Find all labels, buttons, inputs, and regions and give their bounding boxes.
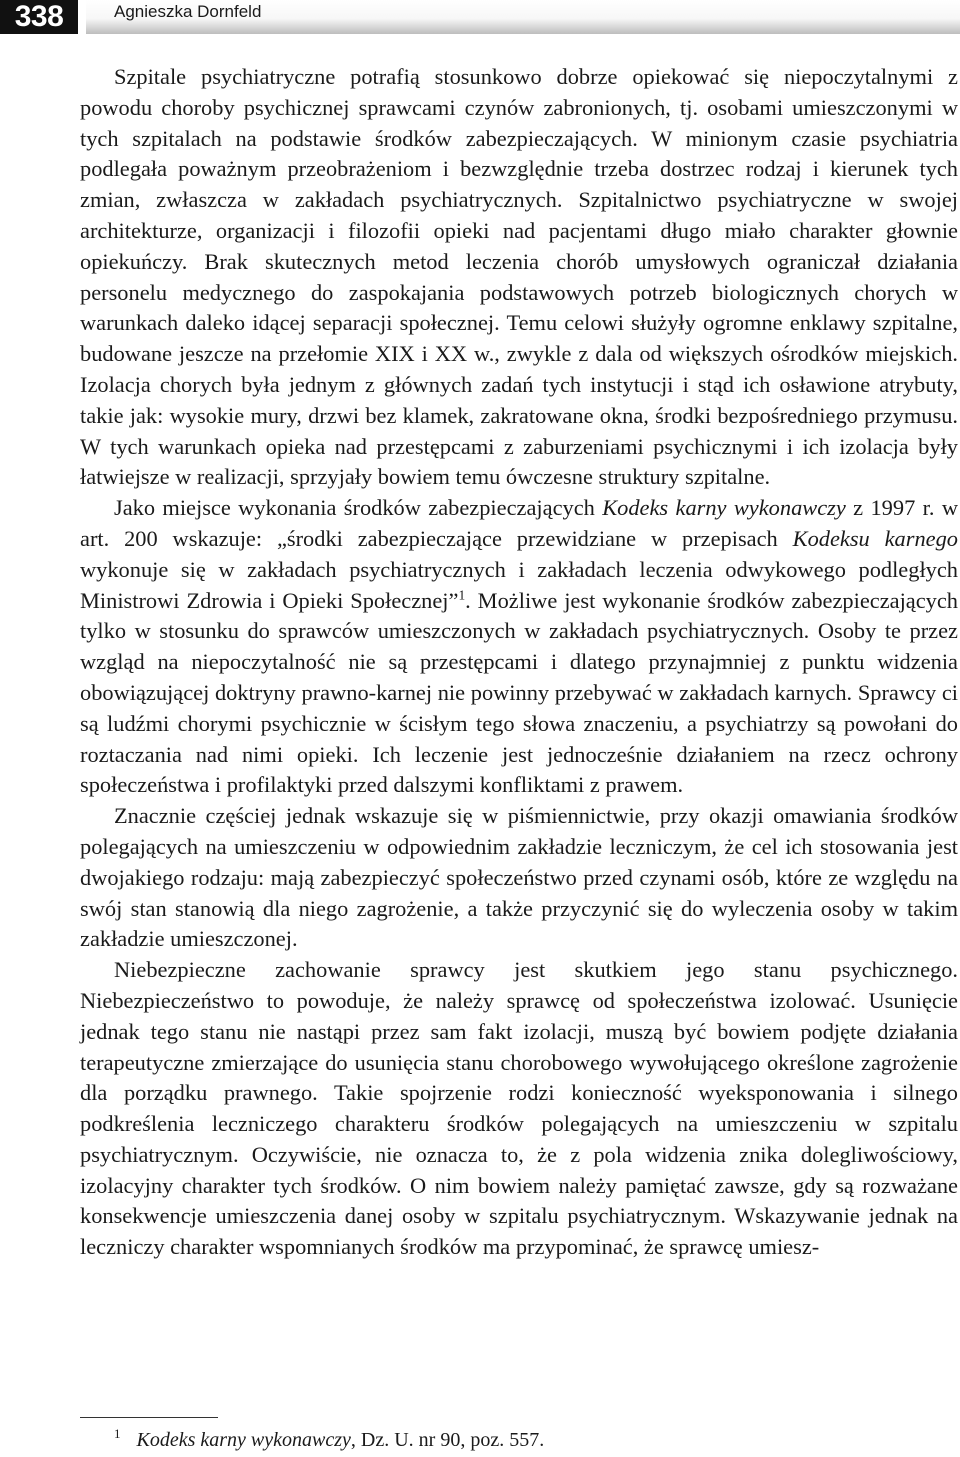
body-text <box>80 62 958 1263</box>
running-head-bar <box>86 0 960 34</box>
paragraph-2 <box>80 493 958 801</box>
footnote-reference[interactable]: 1 <box>458 587 466 603</box>
paragraph-4: Niebezpieczne zachowanie sprawcy jest skutkiem jego stanu psychicznego. Niebezpieczeństwo to powoduje, że należy sprawcę od społeczeństwa izolować. Usunięcie jednak tego stanu nie nastąpi przez sam fakt izolacji, muszą być bowiem podjęte działania terapeutyczne zmierzające do usunięcia stanu chorobowego wywołującego określone zagrożenie dla porządku prawnego. Takie spojrzenie rodzi konieczność wyeksponowania i silnego podkreślenia leczniczego charakteru środków polegających na umieszczeniu w szpitalu psychiatrycznym. Oczywiście, nie oznacza to, że z pola widzenia znika dolegliwościowy, izolacyjny charakter tych środków. O nim bowiem należy pamiętać zawsze, gdy są rozważane konsekwencje umieszczenia danej osoby w szpitalu psychiatrycznym. Wskazywanie jednak na leczniczy charakter wspomnianych środków ma przypominać, że sprawcę umiesz- <box>80 957 958 1260</box>
paragraph-2-italic-title-2: Kodeksu karnego <box>792 525 958 551</box>
footnote <box>114 1427 544 1453</box>
paragraph-2-text-b: z 1997 r. w art. 200 wskazuje: „środki zabezpieczające przewidziane w przepisach <box>80 495 959 551</box>
paragraph-3: Znacznie częściej jednak wskazuje się w piśmiennictwie, przy okazji omawiania środków polegających na umieszczeniu w odpowiednim zakładzie leczniczym, że cel ich stosowania jest dwojakiego rodzaju: mają zabezpieczyć społeczeństwo przed czynami osób, które ze względu na swój stan stanowią dla niego zagrożenie, a także przyczynić się do wyleczenia osoby w takim zakładzie umieszczonej. <box>80 803 958 952</box>
running-head-author: Agnieszka Dornfeld <box>114 2 262 21</box>
paragraph-1: Szpitale psychiatryczne potrafią stosunkowo dobrze opiekować się niepoczytalnymi z powodu choroby psychicznej sprawcami czynów zabronionych, tj. osobami umieszczonymi w tych szpitalach na podstawie środków zabezpieczających. W minionym czasie psychiatria podlegała poważnym przeobrażeniom i bezwzględnie trzeba dostrzec rodzaj i kierunek tych zmian, zwłaszcza w zakładach psychiatrycznych. Szpitalnictwo psychiatryczne w swojej architekturze, organizacji i filozofii opieki nad pacjentami długo miało charakter głownie opiekuńczy. Brak skutecznych metod leczenia chorób umysłowych ograniczał działania personelu medycznego do zaspokajania podstawowych potrzeb biologicznych chorych w warunkach daleko idącej separacji społecznej. Temu celowi służyły ogromne enklawy szpitalne, budowane jeszcze na przełomie XIX i XX w., zwykle z dala od większych ośrodków miejskich. Izolacja chorych była jednym z głównych zadań tych instytucji i stąd ich osławione atrybuty, takie jak: wysokie mury, drzwi bez klamek, zakratowane okna, środki bezpośredniego przymusu. W tych warunkach opieka nad przestępcami z zaburzeniami psychicznymi i ich izolacja były łatwiejsze w realizacji, sprzyjały bowiem temu ówczesne struktury szpitalne. <box>80 64 958 490</box>
footnote-divider <box>80 1417 218 1418</box>
page-number: 338 <box>0 0 78 34</box>
footnote-number: 1 <box>114 1426 121 1442</box>
paragraph-2-text-c: wykonuje się w zakładach psychiatrycznych i zakładach leczenia odwykowego podległych Ministrowi Zdrowia i Opieki Społecznej” <box>80 556 958 613</box>
footnote-italic-title: Kodeks karny wykonawczy <box>136 1429 351 1451</box>
footnote-citation: , Dz. U. nr 90, poz. 557. <box>350 1429 545 1451</box>
paragraph-2-text-d: . Możliwe jest wykonanie środków zabezpieczających tylko w stosunku do sprawców umieszczonych w zakładach psychiatrycznych. Osoby te przez wzgląd na niepoczytalność nie są przestępcami i dlatego przynajmniej z punktu widzenia obowiązującej doktryny prawno-karnej nie powinny przebywać w zakładach karnych. Sprawcy ci są ludźmi chorymi psychicznie w ścisłym tego słowa znaczeniu, a psychiatrzy są powołani do roztaczania nad nimi opieki. Ich leczenie jest jednocześnie działaniem na rzecz ochrony społeczeństwa i profilaktyki przed dalszymi konfliktami z prawem. <box>80 587 958 798</box>
page-header <box>0 0 960 34</box>
paragraph-2-italic-title-1: Kodeks karny wykonawczy <box>602 495 846 521</box>
paragraph-2-text-a: Jako miejsce wykonania środków zabezpieczających <box>114 495 603 521</box>
